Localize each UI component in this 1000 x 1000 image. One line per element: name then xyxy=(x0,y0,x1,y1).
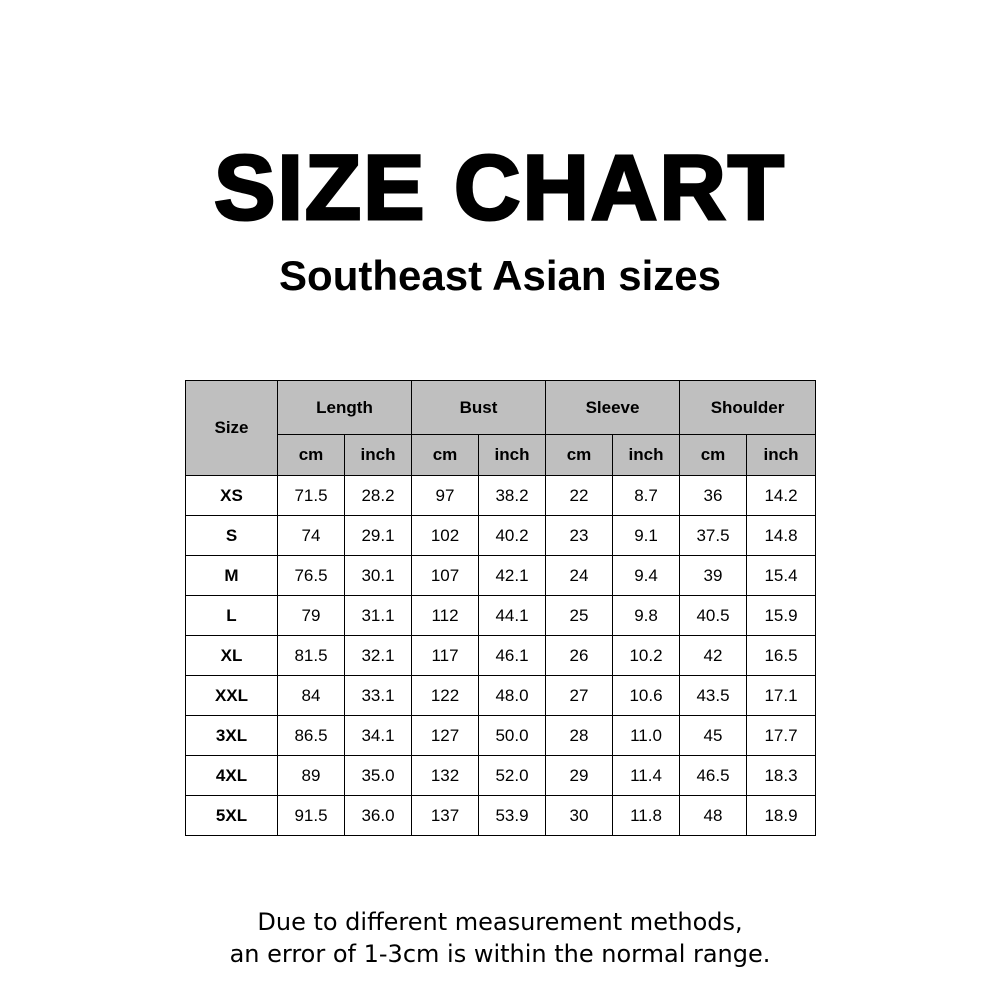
table-row xyxy=(186,556,816,596)
group-header-length: Length xyxy=(278,381,412,435)
table-row xyxy=(186,516,816,556)
measurement-cell: 46.1 xyxy=(479,636,546,676)
measurement-cell: 38.2 xyxy=(479,476,546,516)
measurement-cell: 122 xyxy=(412,676,479,716)
measurement-cell: 89 xyxy=(278,756,345,796)
measurement-cell: 53.9 xyxy=(479,796,546,836)
measurement-cell: 40.5 xyxy=(680,596,747,636)
measurement-cell: 23 xyxy=(546,516,613,556)
size-table xyxy=(185,380,816,836)
measurement-cell: 11.8 xyxy=(613,796,680,836)
measurement-cell: 18.3 xyxy=(747,756,816,796)
measurement-cell: 43.5 xyxy=(680,676,747,716)
size-label-cell: XL xyxy=(186,636,278,676)
measurement-cell: 97 xyxy=(412,476,479,516)
table-row xyxy=(186,796,816,836)
measurement-cell: 74 xyxy=(278,516,345,556)
measurement-cell: 42.1 xyxy=(479,556,546,596)
measurement-cell: 48 xyxy=(680,796,747,836)
measurement-cell: 25 xyxy=(546,596,613,636)
measurement-cell: 39 xyxy=(680,556,747,596)
table-row xyxy=(186,476,816,516)
size-label-cell: XXL xyxy=(186,676,278,716)
measurement-cell: 40.2 xyxy=(479,516,546,556)
measurement-cell: 14.8 xyxy=(747,516,816,556)
measurement-cell: 15.4 xyxy=(747,556,816,596)
size-label-cell: XS xyxy=(186,476,278,516)
measurement-cell: 107 xyxy=(412,556,479,596)
measurement-cell: 26 xyxy=(546,636,613,676)
size-label-cell: 4XL xyxy=(186,756,278,796)
measurement-cell: 102 xyxy=(412,516,479,556)
unit-header: cm xyxy=(546,435,613,476)
measurement-cell: 50.0 xyxy=(479,716,546,756)
unit-header: cm xyxy=(278,435,345,476)
unit-header: inch xyxy=(479,435,546,476)
size-label-cell: L xyxy=(186,596,278,636)
measurement-cell: 9.8 xyxy=(613,596,680,636)
table-row xyxy=(186,636,816,676)
size-column-header: Size xyxy=(186,381,278,476)
unit-header: cm xyxy=(412,435,479,476)
measurement-cell: 9.1 xyxy=(613,516,680,556)
measurement-cell: 34.1 xyxy=(345,716,412,756)
size-label-cell: 3XL xyxy=(186,716,278,756)
measurement-cell: 36 xyxy=(680,476,747,516)
table-header-group-row xyxy=(186,381,816,435)
measurement-cell: 112 xyxy=(412,596,479,636)
measurement-cell: 76.5 xyxy=(278,556,345,596)
measurement-cell: 36.0 xyxy=(345,796,412,836)
measurement-cell: 29 xyxy=(546,756,613,796)
group-header-sleeve: Sleeve xyxy=(546,381,680,435)
page-subtitle: Southeast Asian sizes xyxy=(279,252,721,299)
table-row xyxy=(186,716,816,756)
measurement-cell: 17.1 xyxy=(747,676,816,716)
measurement-cell: 24 xyxy=(546,556,613,596)
measurement-cell: 10.2 xyxy=(613,636,680,676)
measurement-cell: 28.2 xyxy=(345,476,412,516)
measurement-cell: 33.1 xyxy=(345,676,412,716)
measurement-cell: 30 xyxy=(546,796,613,836)
measurement-cell: 10.6 xyxy=(613,676,680,716)
measurement-cell: 137 xyxy=(412,796,479,836)
measurement-cell: 28 xyxy=(546,716,613,756)
measurement-cell: 46.5 xyxy=(680,756,747,796)
note-line-1: Due to different measurement methods, xyxy=(257,908,743,936)
measurement-cell: 18.9 xyxy=(747,796,816,836)
measurement-cell: 29.1 xyxy=(345,516,412,556)
unit-header: cm xyxy=(680,435,747,476)
measurement-cell: 117 xyxy=(412,636,479,676)
size-label-cell: 5XL xyxy=(186,796,278,836)
measurement-cell: 15.9 xyxy=(747,596,816,636)
size-label-cell: M xyxy=(186,556,278,596)
measurement-cell: 11.4 xyxy=(613,756,680,796)
measurement-cell: 48.0 xyxy=(479,676,546,716)
unit-header: inch xyxy=(747,435,816,476)
measurement-cell: 86.5 xyxy=(278,716,345,756)
measurement-cell: 91.5 xyxy=(278,796,345,836)
measurement-cell: 79 xyxy=(278,596,345,636)
measurement-cell: 14.2 xyxy=(747,476,816,516)
measurement-cell: 44.1 xyxy=(479,596,546,636)
table-row xyxy=(186,596,816,636)
note-line-2: an error of 1-3cm is within the normal range. xyxy=(229,940,771,968)
measurement-cell: 127 xyxy=(412,716,479,756)
measurement-cell: 45 xyxy=(680,716,747,756)
measurement-cell: 42 xyxy=(680,636,747,676)
table-row xyxy=(186,676,816,716)
measurement-cell: 16.5 xyxy=(747,636,816,676)
group-header-bust: Bust xyxy=(412,381,546,435)
measurement-cell: 71.5 xyxy=(278,476,345,516)
measurement-cell: 30.1 xyxy=(345,556,412,596)
unit-header: inch xyxy=(345,435,412,476)
table-header-unit-row xyxy=(186,435,816,476)
measurement-cell: 84 xyxy=(278,676,345,716)
table-body xyxy=(186,476,816,836)
table-row xyxy=(186,756,816,796)
unit-header: inch xyxy=(613,435,680,476)
measurement-cell: 132 xyxy=(412,756,479,796)
measurement-cell: 11.0 xyxy=(613,716,680,756)
size-label-cell: S xyxy=(186,516,278,556)
measurement-cell: 52.0 xyxy=(479,756,546,796)
measurement-cell: 22 xyxy=(546,476,613,516)
measurement-cell: 81.5 xyxy=(278,636,345,676)
measurement-cell: 9.4 xyxy=(613,556,680,596)
measurement-cell: 37.5 xyxy=(680,516,747,556)
measurement-note xyxy=(0,906,1000,970)
group-header-shoulder: Shoulder xyxy=(680,381,816,435)
measurement-cell: 27 xyxy=(546,676,613,716)
measurement-cell: 8.7 xyxy=(613,476,680,516)
measurement-cell: 17.7 xyxy=(747,716,816,756)
page-title: SIZE CHART xyxy=(214,137,786,239)
measurement-cell: 31.1 xyxy=(345,596,412,636)
measurement-cell: 35.0 xyxy=(345,756,412,796)
measurement-cell: 32.1 xyxy=(345,636,412,676)
